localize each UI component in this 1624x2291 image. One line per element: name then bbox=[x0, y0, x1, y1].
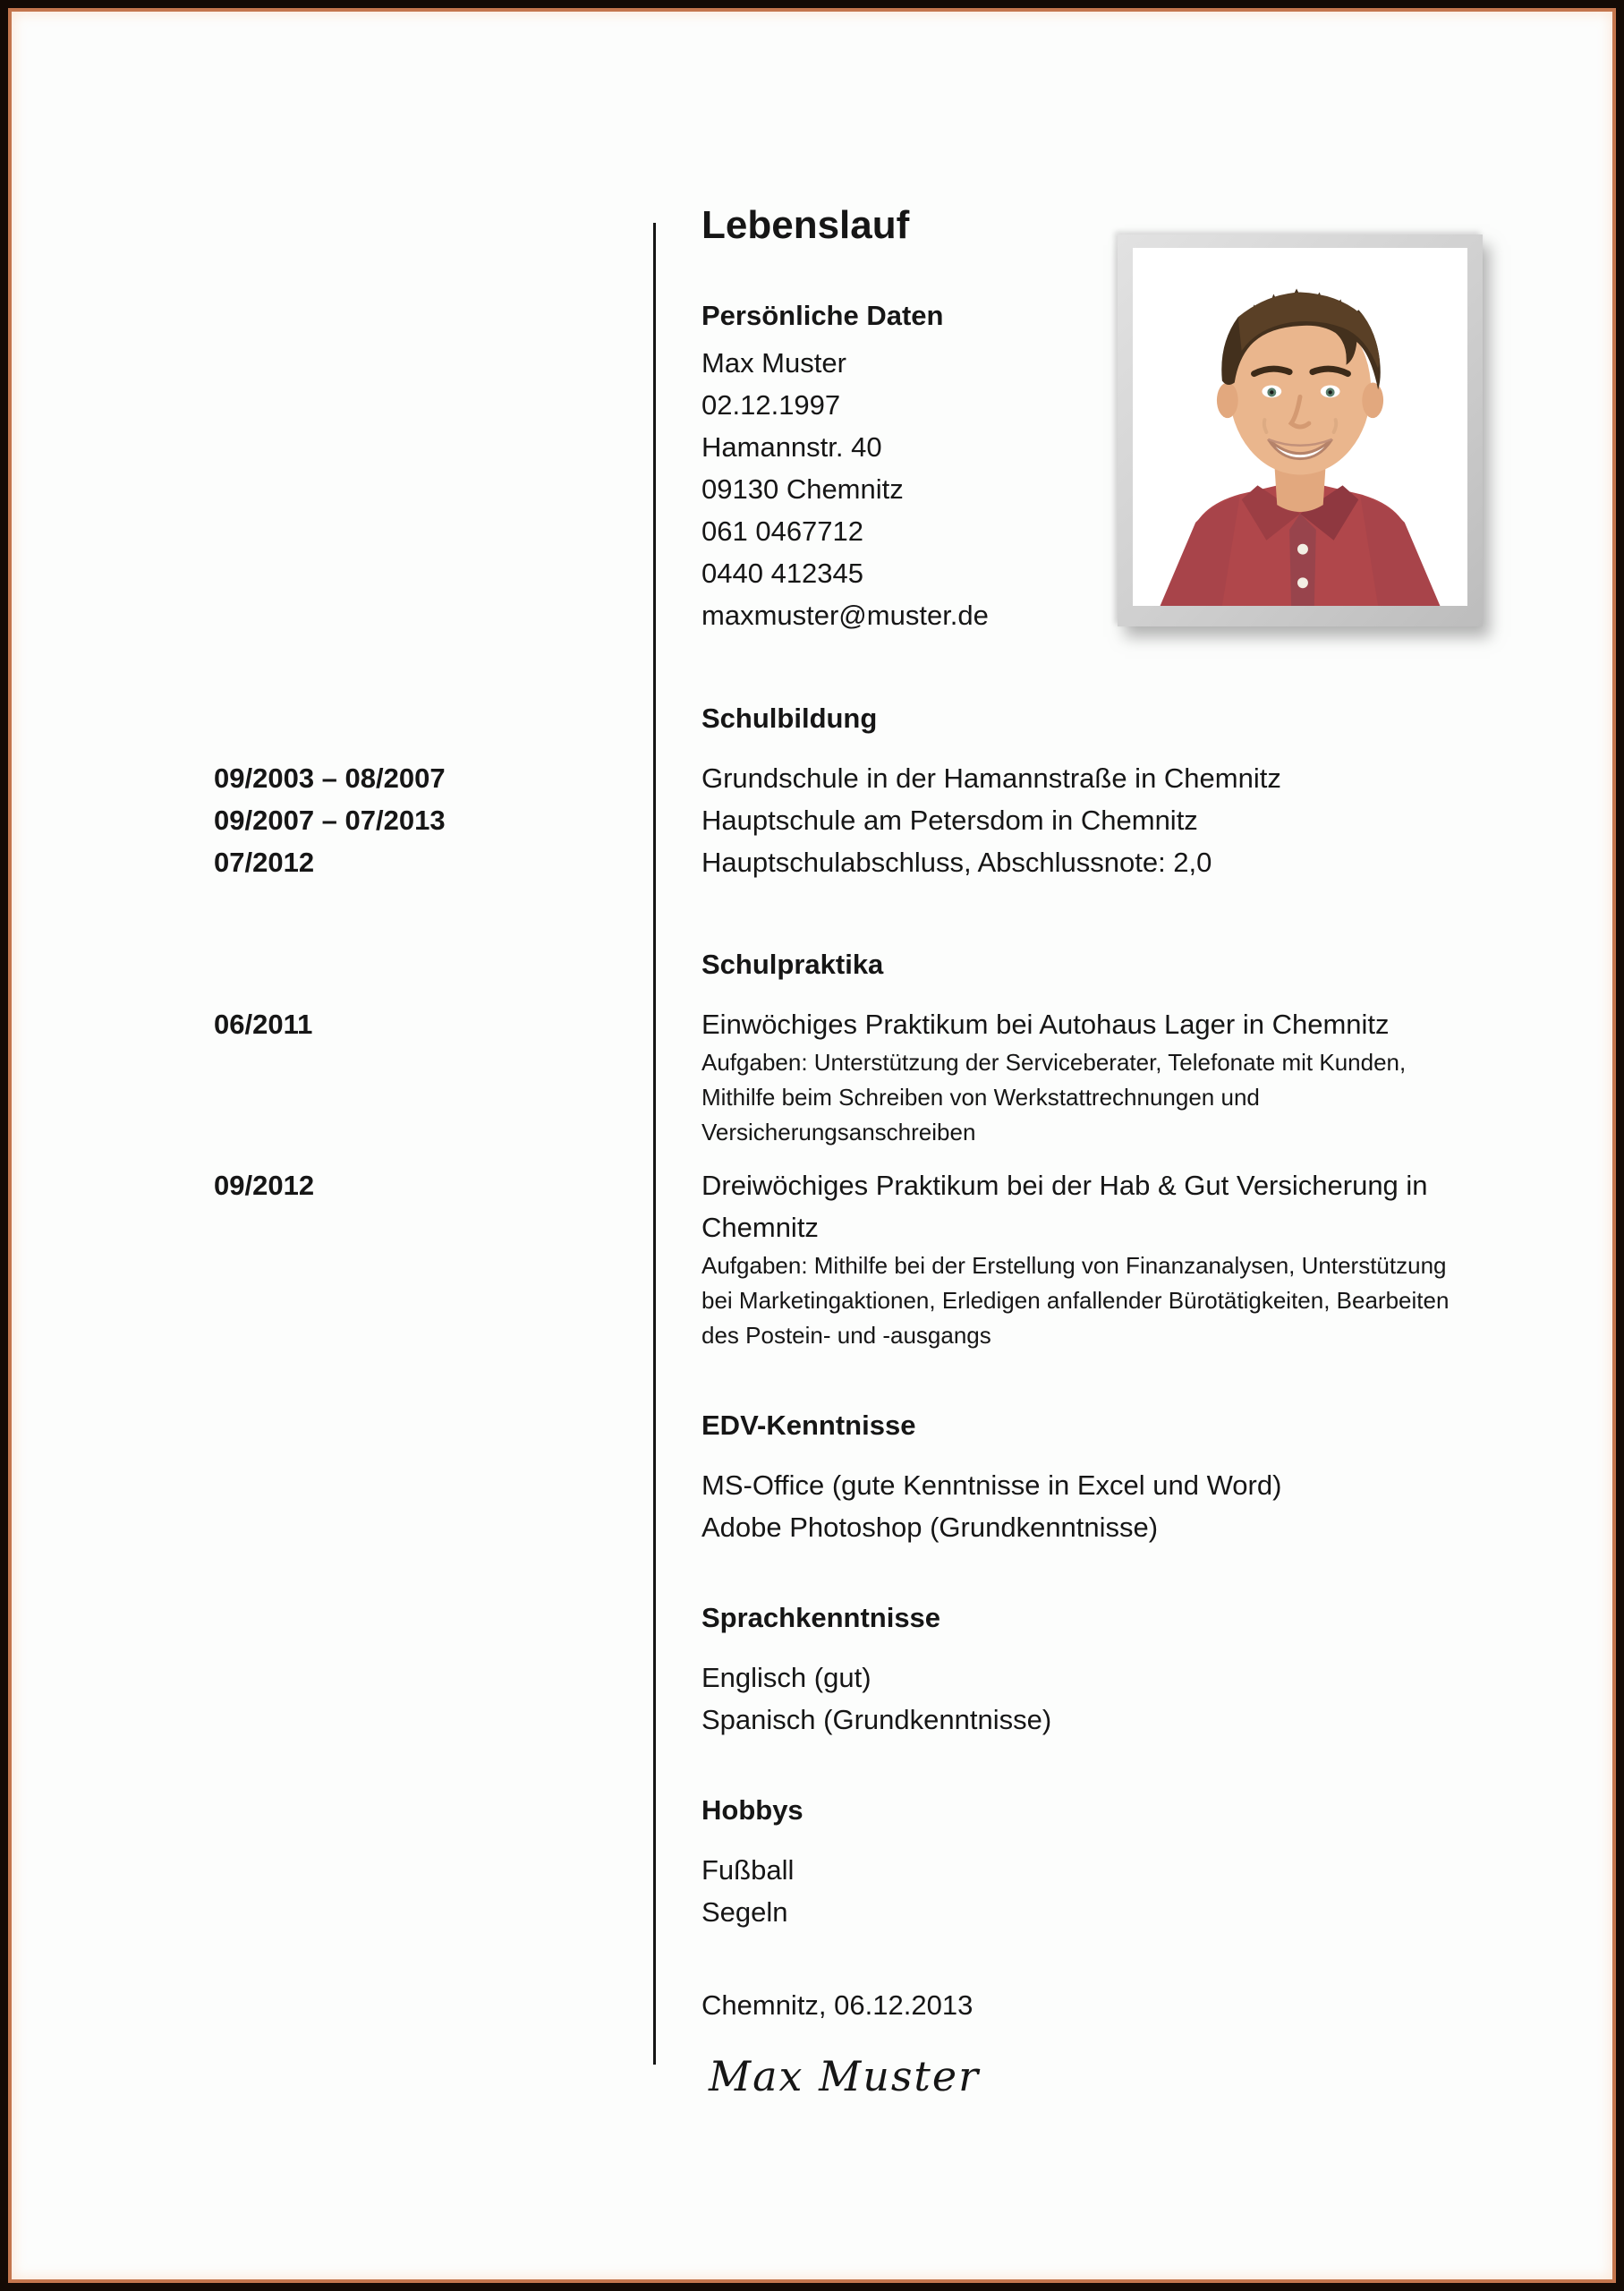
personal-email: maxmuster@muster.de bbox=[701, 600, 989, 631]
sprachen-heading: Sprachkenntnisse bbox=[701, 1602, 941, 1633]
praktikum-entry bbox=[8, 1003, 1616, 1150]
row-text: Hauptschule am Petersdom in Chemnitz bbox=[701, 805, 1198, 836]
praktikum-title: Einwöchiges Praktikum bei Autohaus Lager in Chemnitz bbox=[701, 1009, 1390, 1040]
section-sprachen bbox=[8, 1597, 1616, 1741]
praktikum-detail: des Postein- und -ausgangs bbox=[701, 1322, 991, 1349]
row-date: 09/2003 – 08/2007 bbox=[214, 762, 446, 794]
page-title: Lebenslauf bbox=[701, 203, 910, 247]
section-personal-data bbox=[8, 294, 1616, 636]
edv-skill: MS-Office (gute Kenntnisse in Excel und Word) bbox=[701, 1469, 1282, 1501]
praktikum-detail: Aufgaben: Unterstützung der Serviceberater, Telefonate mit Kunden, bbox=[701, 1049, 1407, 1076]
schulpraktika-heading: Schulpraktika bbox=[701, 949, 884, 980]
hobby: Fußball bbox=[701, 1854, 795, 1886]
signature: Max Muster bbox=[709, 2052, 981, 2100]
table-row bbox=[8, 841, 1616, 883]
row-text: Hauptschulabschluss, Abschlussnote: 2,0 bbox=[701, 847, 1212, 878]
row-text: Grundschule in der Hamannstraße in Chemnitz bbox=[701, 762, 1281, 794]
row-date: 06/2011 bbox=[214, 1009, 313, 1040]
table-row bbox=[8, 757, 1616, 799]
personal-street: Hamannstr. 40 bbox=[701, 431, 882, 463]
praktikum-detail: Mithilfe beim Schreiben von Werkstattrechnungen und bbox=[701, 1084, 1260, 1111]
praktikum-title: Chemnitz bbox=[701, 1212, 819, 1243]
personal-name: Max Muster bbox=[701, 347, 846, 379]
section-edv bbox=[8, 1404, 1616, 1548]
praktikum-entry bbox=[8, 1164, 1616, 1353]
praktikum-title: Dreiwöchiges Praktikum bei der Hab & Gut Versicherung in bbox=[701, 1170, 1428, 1201]
row-date: 07/2012 bbox=[214, 847, 315, 878]
edv-heading: EDV-Kenntnisse bbox=[701, 1410, 916, 1441]
section-schulpraktika bbox=[8, 943, 1616, 1353]
section-hobbys bbox=[8, 1789, 1616, 1933]
row-date: 09/2012 bbox=[214, 1170, 315, 1201]
praktikum-detail: Versicherungsanschreiben bbox=[701, 1119, 976, 1146]
row-date: 09/2007 – 07/2013 bbox=[214, 805, 446, 836]
edv-skill: Adobe Photoshop (Grundkenntnisse) bbox=[701, 1512, 1159, 1543]
personal-birthdate: 02.12.1997 bbox=[701, 389, 841, 421]
hobbys-heading: Hobbys bbox=[701, 1794, 803, 1826]
personal-city: 09130 Chemnitz bbox=[701, 473, 904, 505]
personal-data-heading: Persönliche Daten bbox=[701, 300, 944, 331]
place-and-date: Chemnitz, 06.12.2013 bbox=[701, 1989, 974, 2021]
personal-mobile: 0440 412345 bbox=[701, 558, 864, 589]
sprache: Englisch (gut) bbox=[701, 1662, 872, 1693]
sprache: Spanisch (Grundkenntnisse) bbox=[701, 1704, 1052, 1735]
praktikum-detail: Aufgaben: Mithilfe bei der Erstellung von Finanzanalysen, Unterstützung bbox=[701, 1252, 1447, 1279]
section-schulbildung bbox=[8, 697, 1616, 883]
schulbildung-heading: Schulbildung bbox=[701, 703, 878, 734]
personal-phone: 061 0467712 bbox=[701, 515, 864, 547]
praktikum-detail: bei Marketingaktionen, Erledigen anfallender Bürotätigkeiten, Bearbeiten bbox=[701, 1287, 1450, 1314]
hobby: Segeln bbox=[701, 1896, 788, 1928]
table-row bbox=[8, 799, 1616, 841]
